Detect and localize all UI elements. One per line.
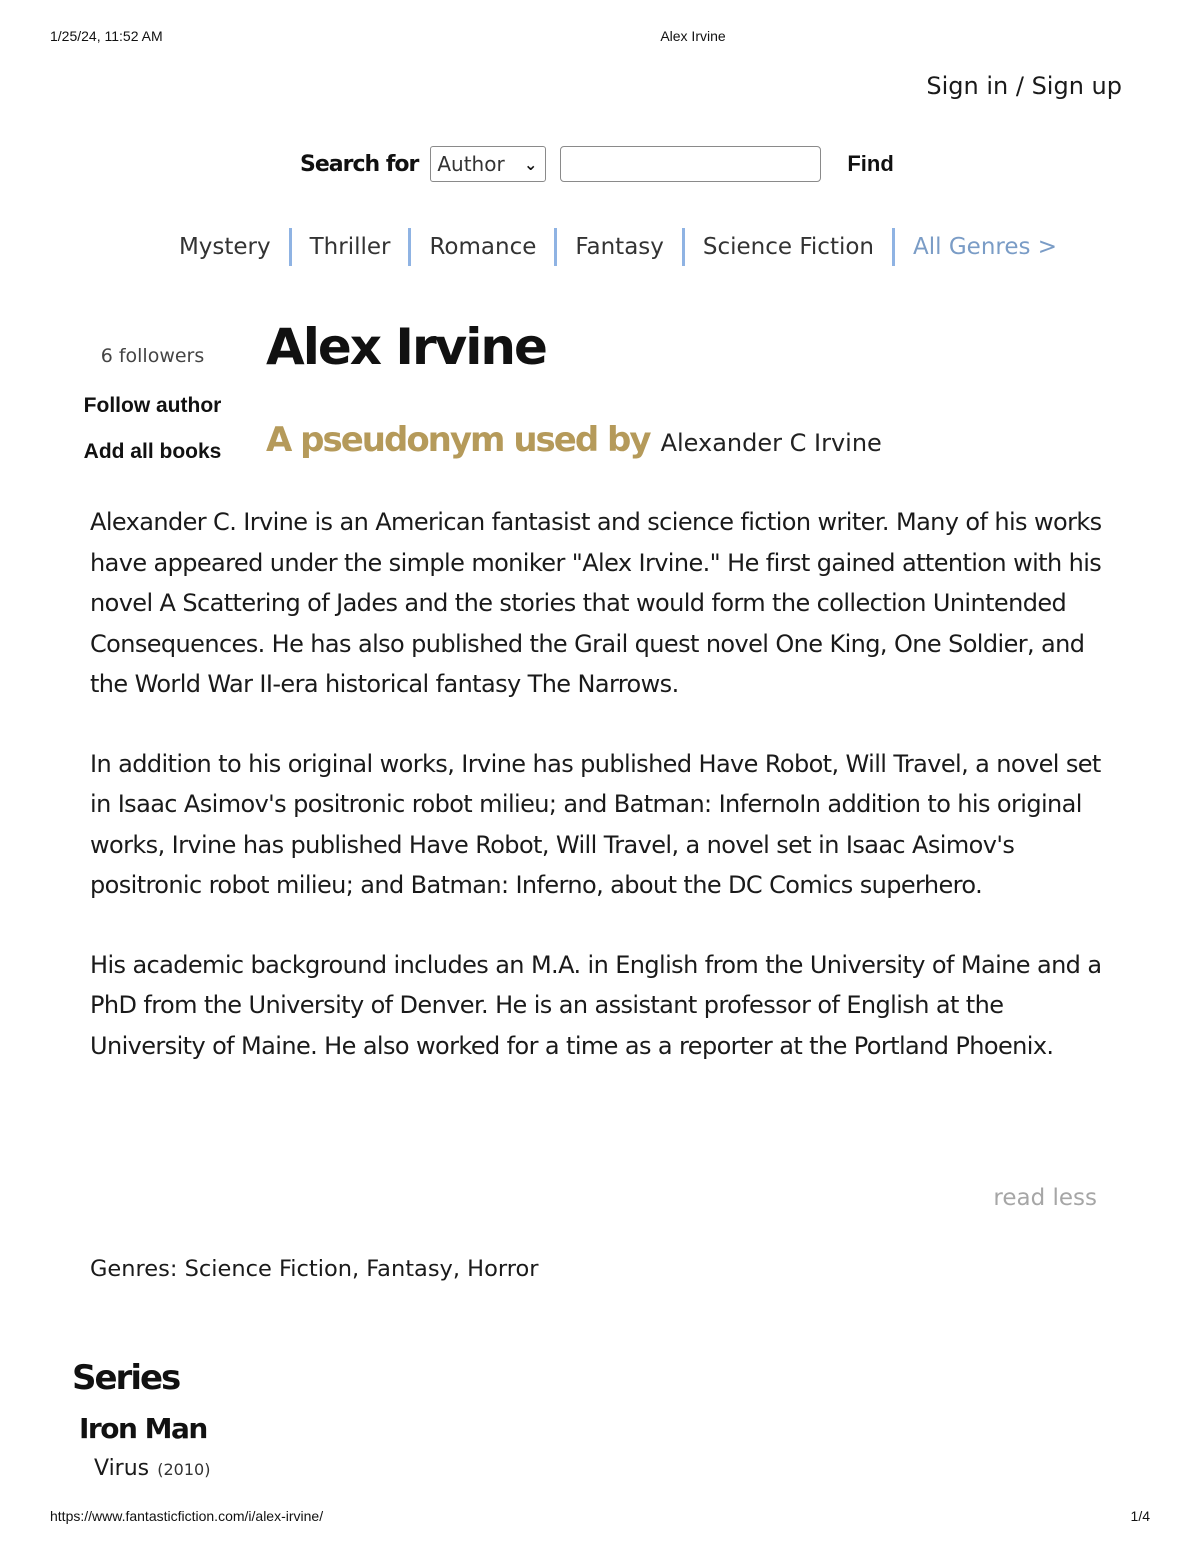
genre-link-all-genres[interactable]: All Genres >	[892, 228, 1075, 266]
bio-paragraph: In addition to his original works, Irvine has published Have Robot, Will Travel, a novel set in Isaac Asimov's positronic robot milieu; and Batman: InfernoIn addition to his original works, Irvine has published Have Robot, Will Travel, a novel set in Isaac Asimov's positronic robot milieu; and Batman: Inferno, about the DC Comics superhero.	[90, 749, 1101, 899]
print-footer	[0, 1508, 1200, 1528]
genre-link-mystery[interactable]: Mystery	[178, 234, 271, 260]
bio-paragraph: His academic background includes an M.A. in English from the University of Maine and a PhD from the University of Denver. He is an assistant professor of English at the University of Maine. He also worked for a time as a reporter at the Portland Phoenix.	[90, 950, 1102, 1060]
series-heading: Series	[72, 1358, 180, 1398]
search-type-select[interactable]	[430, 146, 546, 182]
search-type-value: Author	[437, 152, 505, 176]
genre-link-fantasy[interactable]: Fantasy	[554, 228, 682, 266]
search-bar	[300, 145, 894, 183]
chevron-down-icon: ⌄	[523, 154, 538, 174]
add-all-books-button[interactable]: Add all books	[83, 440, 222, 463]
follow-author-button[interactable]: Follow author	[83, 394, 222, 417]
series-name: Iron Man	[79, 1412, 207, 1445]
genre-link-science-fiction[interactable]: Science Fiction	[682, 228, 892, 266]
book-year: (2010)	[157, 1460, 211, 1479]
genre-link-romance[interactable]: Romance	[408, 228, 554, 266]
real-name-link[interactable]: Alexander C Irvine	[660, 429, 882, 457]
author-name: Alex Irvine	[266, 318, 546, 376]
read-less-link[interactable]: read less	[993, 1185, 1097, 1211]
genre-nav	[0, 228, 1200, 266]
search-input[interactable]	[560, 146, 821, 182]
book-item	[94, 1456, 210, 1481]
pseudonym-label: A pseudonym used by	[266, 420, 650, 460]
print-page-count: 1/4	[1130, 1508, 1150, 1524]
print-url: https://www.fantasticfiction.com/i/alex-irvine/	[50, 1508, 324, 1524]
author-bio	[90, 502, 1120, 1105]
genre-link-thriller[interactable]: Thriller	[289, 228, 409, 266]
bio-paragraph: Alexander C. Irvine is an American fantasist and science fiction writer. Many of his works have appeared under the simple moniker "Alex Irvine." He first gained attention with his novel A Scattering of Jades and the stories that would form the collection Unintended Consequences. He has also published the Grail quest novel One King, One Soldier, and the World War II-era historical fantasy The Narrows.	[90, 508, 1102, 698]
author-genres: Genres: Science Fiction, Fantasy, Horror	[90, 1256, 539, 1282]
signin-link[interactable]: Sign in / Sign up	[926, 72, 1122, 100]
print-header	[0, 28, 1200, 48]
search-label: Search for	[300, 151, 419, 177]
print-datetime: 1/25/24, 11:52 AM	[50, 28, 163, 44]
print-page-title: Alex Irvine	[660, 28, 726, 44]
find-button[interactable]: Find	[847, 151, 894, 176]
followers-count: 6 followers	[100, 345, 205, 367]
pseudonym-line	[266, 420, 882, 460]
book-title-link[interactable]: Virus	[94, 1456, 150, 1481]
